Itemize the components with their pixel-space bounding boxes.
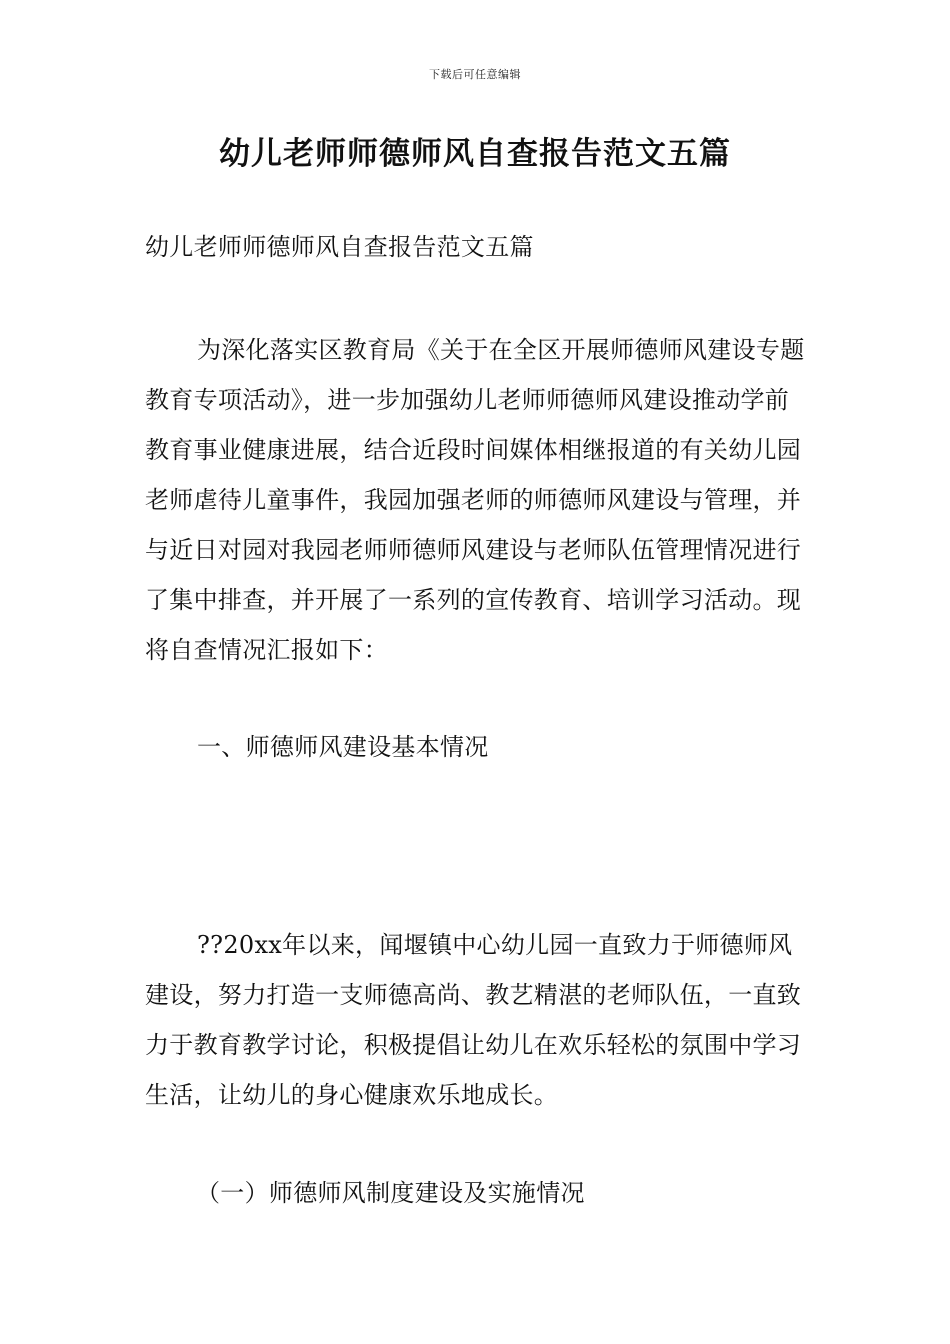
header-note: 下载后可任意编辑 [429,68,521,81]
subsection-heading-1: （一）师德师风制度建设及实施情况 [196,1179,585,1207]
document-subtitle: 幼儿老师师德师风自查报告范文五篇 [145,233,534,261]
document-title: 幼儿老师师德师风自查报告范文五篇 [219,136,731,172]
paragraph-basic-situation: ??20xx年以来，闻堰镇中心幼儿园一直致力于师德师风建设，努力打造一支师德高尚、教艺精湛的老师队伍，一直致力于教育教学讨论，积极提倡让幼儿在欢乐轻松的氛围中学习生活，让幼儿的身心健康欢乐地成长。 [145,931,802,1109]
section-heading-1: 一、师德师风建设基本情况 [197,733,489,761]
paragraph-intro: 为深化落实区教育局《关于在全区开展师德师风建设专题教育专项活动》，进一步加强幼儿老师师德师风建设推动学前教育事业健康进展，结合近段时间媒体相继报道的有关幼儿园老师虐待儿童事件，我园加强老师的师德师风建设与管理，并与近日对园对我园老师师德师风建设与老师队伍管理情况进行了集中排查，并开展了一系列的宣传教育、培训学习活动。现将自查情况汇报如下： [145,336,805,664]
